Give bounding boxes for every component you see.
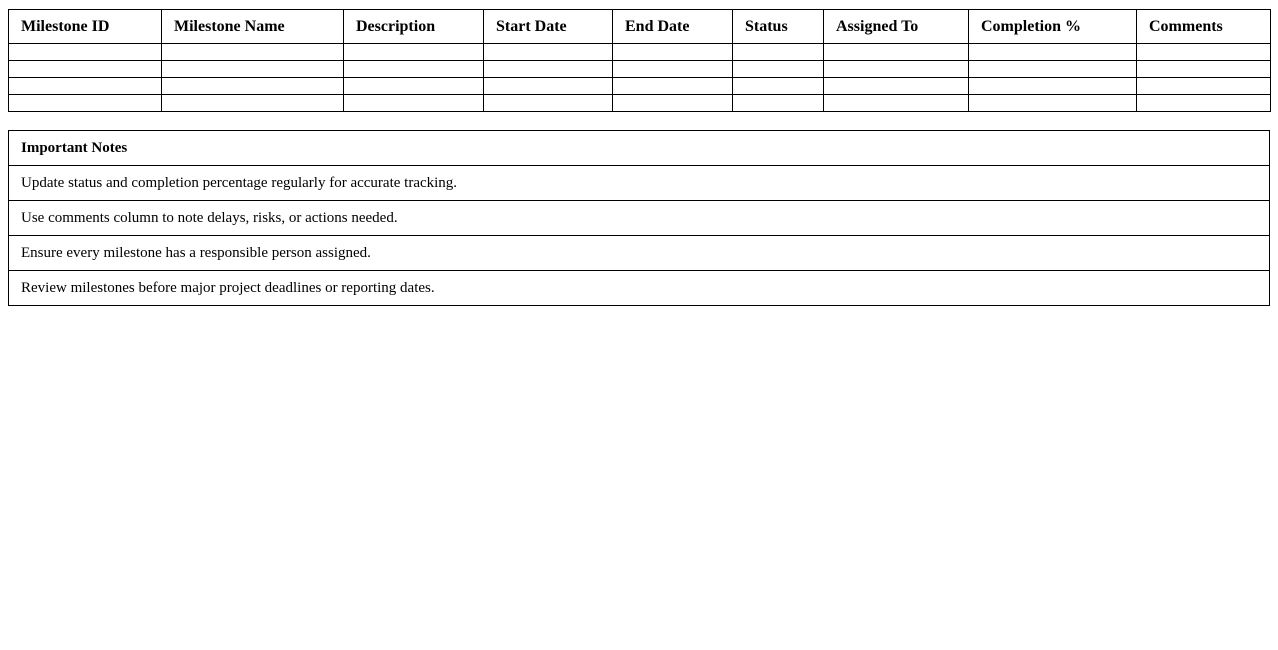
table-cell[interactable] — [613, 95, 733, 112]
list-item — [9, 201, 1270, 236]
notes-header-row — [9, 131, 1270, 166]
milestone-table — [8, 9, 1271, 112]
table-row — [9, 78, 1271, 95]
table-cell[interactable] — [613, 44, 733, 61]
table-cell[interactable] — [162, 44, 344, 61]
table-cell[interactable] — [613, 61, 733, 78]
table-cell[interactable] — [344, 61, 484, 78]
table-cell[interactable] — [484, 44, 613, 61]
table-cell[interactable] — [969, 78, 1137, 95]
table-cell[interactable] — [1137, 44, 1271, 61]
milestone-table-header-row — [9, 10, 1271, 44]
header-milestone-name: Milestone Name — [162, 10, 344, 44]
table-row — [9, 95, 1271, 112]
table-cell[interactable] — [484, 95, 613, 112]
header-end-date: End Date — [613, 10, 733, 44]
header-comments: Comments — [1137, 10, 1271, 44]
note-text: Update status and completion percentage regularly for accurate tracking. — [9, 166, 1270, 201]
table-cell[interactable] — [613, 78, 733, 95]
table-cell[interactable] — [969, 61, 1137, 78]
table-cell[interactable] — [824, 95, 969, 112]
table-cell[interactable] — [9, 44, 162, 61]
table-cell[interactable] — [1137, 78, 1271, 95]
list-item — [9, 271, 1270, 306]
note-text: Review milestones before major project deadlines or reporting dates. — [9, 271, 1270, 306]
list-item — [9, 236, 1270, 271]
header-status: Status — [733, 10, 824, 44]
table-cell[interactable] — [824, 61, 969, 78]
header-assigned-to: Assigned To — [824, 10, 969, 44]
table-cell[interactable] — [1137, 61, 1271, 78]
note-text: Ensure every milestone has a responsible person assigned. — [9, 236, 1270, 271]
note-text: Use comments column to note delays, risks, or actions needed. — [9, 201, 1270, 236]
table-cell[interactable] — [162, 78, 344, 95]
list-item — [9, 166, 1270, 201]
table-cell[interactable] — [733, 78, 824, 95]
table-cell[interactable] — [9, 95, 162, 112]
table-cell[interactable] — [824, 78, 969, 95]
table-row — [9, 61, 1271, 78]
table-cell[interactable] — [733, 61, 824, 78]
header-completion-percent: Completion % — [969, 10, 1137, 44]
table-cell[interactable] — [824, 44, 969, 61]
table-cell[interactable] — [484, 78, 613, 95]
table-cell[interactable] — [344, 95, 484, 112]
header-milestone-id: Milestone ID — [9, 10, 162, 44]
table-cell[interactable] — [344, 44, 484, 61]
important-notes-table — [8, 130, 1270, 306]
table-cell[interactable] — [484, 61, 613, 78]
table-cell[interactable] — [9, 78, 162, 95]
table-cell[interactable] — [733, 95, 824, 112]
table-cell[interactable] — [969, 44, 1137, 61]
header-start-date: Start Date — [484, 10, 613, 44]
notes-title: Important Notes — [9, 131, 1270, 166]
table-cell[interactable] — [733, 44, 824, 61]
table-cell[interactable] — [162, 61, 344, 78]
table-cell[interactable] — [9, 61, 162, 78]
table-row — [9, 44, 1271, 61]
header-description: Description — [344, 10, 484, 44]
table-cell[interactable] — [344, 78, 484, 95]
table-cell[interactable] — [1137, 95, 1271, 112]
table-cell[interactable] — [162, 95, 344, 112]
table-cell[interactable] — [969, 95, 1137, 112]
